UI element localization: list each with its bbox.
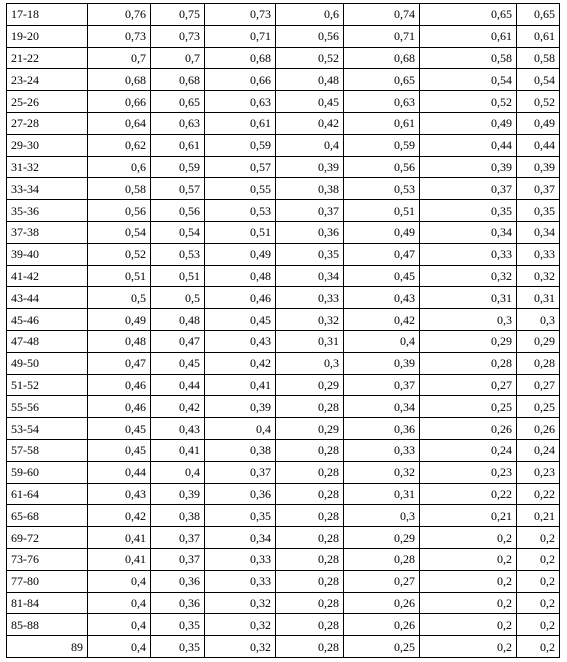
value-cell: 0,42 xyxy=(205,352,276,374)
table-row xyxy=(7,527,560,549)
value-cell: 0,29 xyxy=(420,330,517,352)
value-cell: 0,37 xyxy=(151,548,205,570)
value-cell: 0,21 xyxy=(420,505,517,527)
value-cell: 0,57 xyxy=(205,156,276,178)
value-cell: 0,56 xyxy=(344,156,420,178)
value-cell: 0,39 xyxy=(344,352,420,374)
row-range-cell: 69-72 xyxy=(7,527,88,549)
value-cell: 0,66 xyxy=(88,91,151,113)
value-cell: 0,58 xyxy=(88,178,151,200)
value-cell: 0,46 xyxy=(205,287,276,309)
row-range-cell: 29-30 xyxy=(7,134,88,156)
value-cell: 0,34 xyxy=(205,527,276,549)
value-cell: 0,42 xyxy=(151,396,205,418)
value-cell: 0,49 xyxy=(344,221,420,243)
value-cell: 0,56 xyxy=(276,25,344,47)
value-cell: 0,73 xyxy=(205,4,276,26)
value-cell: 0,26 xyxy=(344,614,420,636)
value-cell: 0,25 xyxy=(517,396,560,418)
value-cell: 0,3 xyxy=(420,309,517,331)
value-cell: 0,33 xyxy=(276,287,344,309)
value-cell: 0,2 xyxy=(517,592,560,614)
row-range-cell: 73-76 xyxy=(7,548,88,570)
row-range-cell: 85-88 xyxy=(7,614,88,636)
value-cell: 0,31 xyxy=(517,287,560,309)
value-cell: 0,38 xyxy=(276,178,344,200)
row-range-cell: 81-84 xyxy=(7,592,88,614)
value-cell: 0,26 xyxy=(420,418,517,440)
value-cell: 0,25 xyxy=(344,636,420,658)
value-cell: 0,5 xyxy=(151,287,205,309)
value-cell: 0,41 xyxy=(151,439,205,461)
value-cell: 0,32 xyxy=(420,265,517,287)
value-cell: 0,41 xyxy=(88,548,151,570)
value-cell: 0,2 xyxy=(517,570,560,592)
table-row xyxy=(7,461,560,483)
value-cell: 0,34 xyxy=(420,221,517,243)
value-cell: 0,42 xyxy=(276,112,344,134)
value-cell: 0,37 xyxy=(420,178,517,200)
value-cell: 0,7 xyxy=(151,47,205,69)
row-range-cell: 45-46 xyxy=(7,309,88,331)
value-cell: 0,2 xyxy=(420,527,517,549)
value-cell: 0,4 xyxy=(276,134,344,156)
row-range-cell: 27-28 xyxy=(7,112,88,134)
value-cell: 0,65 xyxy=(344,69,420,91)
table-row xyxy=(7,287,560,309)
value-cell: 0,54 xyxy=(517,69,560,91)
value-cell: 0,48 xyxy=(276,69,344,91)
value-cell: 0,35 xyxy=(517,200,560,222)
value-cell: 0,21 xyxy=(517,505,560,527)
value-cell: 0,43 xyxy=(151,418,205,440)
value-cell: 0,45 xyxy=(88,418,151,440)
value-cell: 0,4 xyxy=(88,570,151,592)
table-row xyxy=(7,374,560,396)
value-cell: 0,48 xyxy=(151,309,205,331)
value-cell: 0,6 xyxy=(276,4,344,26)
value-cell: 0,36 xyxy=(344,418,420,440)
table-row xyxy=(7,309,560,331)
value-cell: 0,34 xyxy=(276,265,344,287)
value-cell: 0,28 xyxy=(420,352,517,374)
table-row xyxy=(7,178,560,200)
value-cell: 0,35 xyxy=(151,636,205,658)
row-range-cell: 43-44 xyxy=(7,287,88,309)
row-range-cell: 17-18 xyxy=(7,4,88,26)
value-cell: 0,33 xyxy=(517,243,560,265)
value-cell: 0,37 xyxy=(344,374,420,396)
value-cell: 0,28 xyxy=(276,592,344,614)
value-cell: 0,53 xyxy=(205,200,276,222)
value-cell: 0,66 xyxy=(205,69,276,91)
value-cell: 0,33 xyxy=(205,570,276,592)
value-cell: 0,59 xyxy=(344,134,420,156)
value-cell: 0,36 xyxy=(151,592,205,614)
value-cell: 0,4 xyxy=(205,418,276,440)
row-range-cell: 51-52 xyxy=(7,374,88,396)
table-body xyxy=(7,4,560,658)
value-cell: 0,51 xyxy=(151,265,205,287)
data-table xyxy=(6,3,560,658)
value-cell: 0,44 xyxy=(88,461,151,483)
value-cell: 0,26 xyxy=(344,592,420,614)
value-cell: 0,41 xyxy=(88,527,151,549)
value-cell: 0,43 xyxy=(344,287,420,309)
value-cell: 0,47 xyxy=(344,243,420,265)
value-cell: 0,33 xyxy=(420,243,517,265)
value-cell: 0,22 xyxy=(420,483,517,505)
value-cell: 0,42 xyxy=(344,309,420,331)
value-cell: 0,45 xyxy=(344,265,420,287)
row-range-cell: 25-26 xyxy=(7,91,88,113)
value-cell: 0,34 xyxy=(517,221,560,243)
table-row xyxy=(7,200,560,222)
table-row xyxy=(7,134,560,156)
value-cell: 0,4 xyxy=(88,636,151,658)
row-range-cell: 19-20 xyxy=(7,25,88,47)
value-cell: 0,48 xyxy=(205,265,276,287)
value-cell: 0,59 xyxy=(205,134,276,156)
value-cell: 0,37 xyxy=(517,178,560,200)
value-cell: 0,61 xyxy=(517,25,560,47)
table-row xyxy=(7,548,560,570)
value-cell: 0,47 xyxy=(151,330,205,352)
row-range-cell: 61-64 xyxy=(7,483,88,505)
value-cell: 0,54 xyxy=(88,221,151,243)
value-cell: 0,41 xyxy=(205,374,276,396)
value-cell: 0,52 xyxy=(517,91,560,113)
value-cell: 0,24 xyxy=(420,439,517,461)
value-cell: 0,63 xyxy=(344,91,420,113)
value-cell: 0,6 xyxy=(88,156,151,178)
value-cell: 0,68 xyxy=(151,69,205,91)
value-cell: 0,28 xyxy=(276,614,344,636)
value-cell: 0,26 xyxy=(517,418,560,440)
value-cell: 0,32 xyxy=(205,614,276,636)
value-cell: 0,63 xyxy=(205,91,276,113)
table-row xyxy=(7,156,560,178)
value-cell: 0,32 xyxy=(205,636,276,658)
value-cell: 0,2 xyxy=(517,636,560,658)
value-cell: 0,27 xyxy=(344,570,420,592)
value-cell: 0,68 xyxy=(205,47,276,69)
value-cell: 0,43 xyxy=(205,330,276,352)
value-cell: 0,28 xyxy=(276,636,344,658)
value-cell: 0,55 xyxy=(205,178,276,200)
value-cell: 0,28 xyxy=(276,570,344,592)
value-cell: 0,49 xyxy=(420,112,517,134)
row-range-cell: 49-50 xyxy=(7,352,88,374)
value-cell: 0,73 xyxy=(88,25,151,47)
table-row xyxy=(7,69,560,91)
table-row xyxy=(7,570,560,592)
value-cell: 0,32 xyxy=(276,309,344,331)
value-cell: 0,39 xyxy=(205,396,276,418)
value-cell: 0,24 xyxy=(517,439,560,461)
value-cell: 0,32 xyxy=(517,265,560,287)
row-range-cell: 55-56 xyxy=(7,396,88,418)
value-cell: 0,65 xyxy=(420,4,517,26)
value-cell: 0,32 xyxy=(344,461,420,483)
table-row xyxy=(7,4,560,26)
value-cell: 0,37 xyxy=(276,200,344,222)
table-row xyxy=(7,505,560,527)
value-cell: 0,54 xyxy=(420,69,517,91)
value-cell: 0,76 xyxy=(88,4,151,26)
value-cell: 0,51 xyxy=(205,221,276,243)
table-row xyxy=(7,636,560,658)
value-cell: 0,2 xyxy=(420,592,517,614)
value-cell: 0,65 xyxy=(517,4,560,26)
value-cell: 0,31 xyxy=(420,287,517,309)
value-cell: 0,28 xyxy=(276,439,344,461)
value-cell: 0,28 xyxy=(276,396,344,418)
value-cell: 0,49 xyxy=(88,309,151,331)
value-cell: 0,56 xyxy=(151,200,205,222)
table-row xyxy=(7,112,560,134)
value-cell: 0,34 xyxy=(344,396,420,418)
row-range-cell: 65-68 xyxy=(7,505,88,527)
value-cell: 0,29 xyxy=(276,418,344,440)
value-cell: 0,3 xyxy=(517,309,560,331)
value-cell: 0,39 xyxy=(517,156,560,178)
value-cell: 0,68 xyxy=(88,69,151,91)
table-row xyxy=(7,418,560,440)
value-cell: 0,47 xyxy=(88,352,151,374)
value-cell: 0,29 xyxy=(344,527,420,549)
value-cell: 0,61 xyxy=(151,134,205,156)
value-cell: 0,4 xyxy=(88,592,151,614)
row-range-cell: 59-60 xyxy=(7,461,88,483)
value-cell: 0,45 xyxy=(151,352,205,374)
value-cell: 0,38 xyxy=(151,505,205,527)
value-cell: 0,27 xyxy=(517,374,560,396)
table-row xyxy=(7,330,560,352)
value-cell: 0,44 xyxy=(420,134,517,156)
value-cell: 0,54 xyxy=(151,221,205,243)
value-cell: 0,35 xyxy=(151,614,205,636)
value-cell: 0,45 xyxy=(276,91,344,113)
table-row xyxy=(7,614,560,636)
value-cell: 0,31 xyxy=(276,330,344,352)
value-cell: 0,61 xyxy=(344,112,420,134)
value-cell: 0,5 xyxy=(88,287,151,309)
value-cell: 0,51 xyxy=(344,200,420,222)
table-row xyxy=(7,352,560,374)
value-cell: 0,64 xyxy=(88,112,151,134)
row-range-cell: 33-34 xyxy=(7,178,88,200)
table-row xyxy=(7,592,560,614)
value-cell: 0,4 xyxy=(88,614,151,636)
value-cell: 0,45 xyxy=(205,309,276,331)
value-cell: 0,49 xyxy=(205,243,276,265)
value-cell: 0,73 xyxy=(151,25,205,47)
value-cell: 0,33 xyxy=(205,548,276,570)
value-cell: 0,28 xyxy=(276,505,344,527)
value-cell: 0,58 xyxy=(517,47,560,69)
value-cell: 0,32 xyxy=(205,592,276,614)
value-cell: 0,2 xyxy=(420,614,517,636)
value-cell: 0,71 xyxy=(344,25,420,47)
value-cell: 0,3 xyxy=(344,505,420,527)
value-cell: 0,46 xyxy=(88,396,151,418)
table-row xyxy=(7,25,560,47)
row-range-cell: 57-58 xyxy=(7,439,88,461)
value-cell: 0,22 xyxy=(517,483,560,505)
table-row xyxy=(7,221,560,243)
value-cell: 0,61 xyxy=(420,25,517,47)
table-row xyxy=(7,47,560,69)
value-cell: 0,28 xyxy=(276,483,344,505)
value-cell: 0,2 xyxy=(517,527,560,549)
value-cell: 0,36 xyxy=(276,221,344,243)
row-range-cell: 31-32 xyxy=(7,156,88,178)
value-cell: 0,42 xyxy=(88,505,151,527)
row-range-cell: 37-38 xyxy=(7,221,88,243)
value-cell: 0,31 xyxy=(344,483,420,505)
value-cell: 0,39 xyxy=(151,483,205,505)
value-cell: 0,28 xyxy=(517,352,560,374)
value-cell: 0,28 xyxy=(276,548,344,570)
value-cell: 0,27 xyxy=(420,374,517,396)
row-range-cell: 41-42 xyxy=(7,265,88,287)
value-cell: 0,56 xyxy=(88,200,151,222)
value-cell: 0,62 xyxy=(88,134,151,156)
value-cell: 0,23 xyxy=(420,461,517,483)
table-row xyxy=(7,439,560,461)
value-cell: 0,2 xyxy=(517,614,560,636)
value-cell: 0,46 xyxy=(88,374,151,396)
value-cell: 0,35 xyxy=(276,243,344,265)
value-cell: 0,4 xyxy=(151,461,205,483)
table-row xyxy=(7,265,560,287)
row-range-cell: 53-54 xyxy=(7,418,88,440)
value-cell: 0,52 xyxy=(88,243,151,265)
value-cell: 0,48 xyxy=(88,330,151,352)
value-cell: 0,59 xyxy=(151,156,205,178)
value-cell: 0,74 xyxy=(344,4,420,26)
value-cell: 0,35 xyxy=(205,505,276,527)
value-cell: 0,71 xyxy=(205,25,276,47)
value-cell: 0,7 xyxy=(88,47,151,69)
value-cell: 0,61 xyxy=(205,112,276,134)
value-cell: 0,51 xyxy=(88,265,151,287)
value-cell: 0,2 xyxy=(420,636,517,658)
value-cell: 0,29 xyxy=(276,374,344,396)
value-cell: 0,53 xyxy=(344,178,420,200)
value-cell: 0,44 xyxy=(151,374,205,396)
row-range-cell: 35-36 xyxy=(7,200,88,222)
table-row xyxy=(7,91,560,113)
value-cell: 0,38 xyxy=(205,439,276,461)
value-cell: 0,39 xyxy=(276,156,344,178)
value-cell: 0,4 xyxy=(344,330,420,352)
value-cell: 0,2 xyxy=(517,548,560,570)
value-cell: 0,43 xyxy=(88,483,151,505)
value-cell: 0,2 xyxy=(420,570,517,592)
row-range-cell: 77-80 xyxy=(7,570,88,592)
value-cell: 0,36 xyxy=(205,483,276,505)
value-cell: 0,65 xyxy=(151,91,205,113)
row-range-cell: 23-24 xyxy=(7,69,88,91)
row-range-cell: 89 xyxy=(7,636,88,658)
value-cell: 0,45 xyxy=(88,439,151,461)
value-cell: 0,35 xyxy=(420,200,517,222)
value-cell: 0,63 xyxy=(151,112,205,134)
value-cell: 0,39 xyxy=(420,156,517,178)
value-cell: 0,33 xyxy=(344,439,420,461)
value-cell: 0,52 xyxy=(276,47,344,69)
table-row xyxy=(7,243,560,265)
table-row xyxy=(7,483,560,505)
value-cell: 0,75 xyxy=(151,4,205,26)
value-cell: 0,57 xyxy=(151,178,205,200)
value-cell: 0,37 xyxy=(205,461,276,483)
row-range-cell: 39-40 xyxy=(7,243,88,265)
value-cell: 0,44 xyxy=(517,134,560,156)
value-cell: 0,52 xyxy=(420,91,517,113)
value-cell: 0,53 xyxy=(151,243,205,265)
value-cell: 0,25 xyxy=(420,396,517,418)
table-row xyxy=(7,396,560,418)
row-range-cell: 47-48 xyxy=(7,330,88,352)
value-cell: 0,2 xyxy=(420,548,517,570)
value-cell: 0,28 xyxy=(276,527,344,549)
value-cell: 0,3 xyxy=(276,352,344,374)
value-cell: 0,36 xyxy=(151,570,205,592)
value-cell: 0,68 xyxy=(344,47,420,69)
row-range-cell: 21-22 xyxy=(7,47,88,69)
value-cell: 0,28 xyxy=(276,461,344,483)
value-cell: 0,49 xyxy=(517,112,560,134)
value-cell: 0,37 xyxy=(151,527,205,549)
value-cell: 0,58 xyxy=(420,47,517,69)
value-cell: 0,23 xyxy=(517,461,560,483)
value-cell: 0,28 xyxy=(344,548,420,570)
value-cell: 0,29 xyxy=(517,330,560,352)
